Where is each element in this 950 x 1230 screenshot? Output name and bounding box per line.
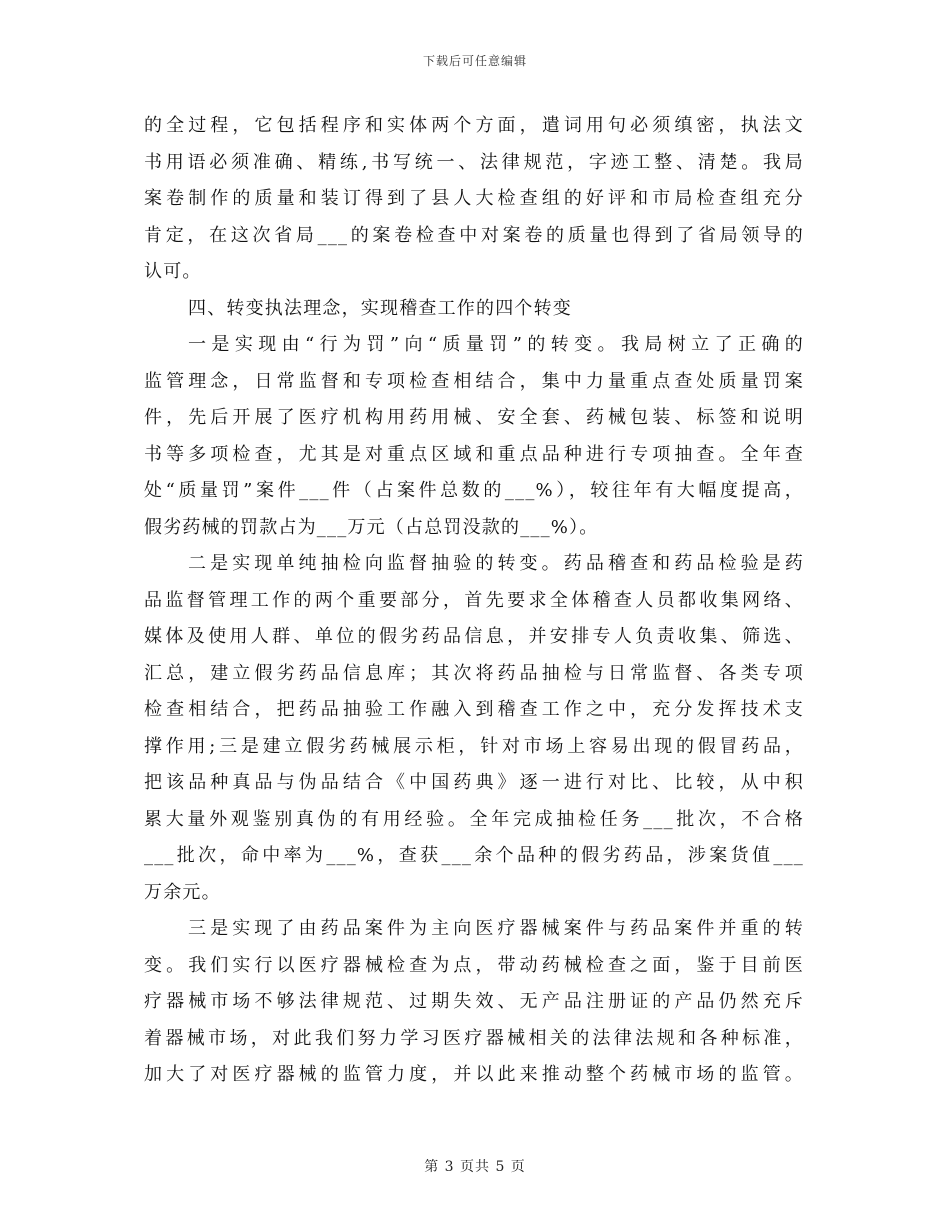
text-line: 假劣药械的罚款占为___万元（占总罚没款的___%）。 — [144, 516, 599, 538]
text-line: 书用语必须准确、精练,书写统一、法律规范，字迹工整、清楚。我局 — [144, 151, 804, 173]
text-line: 的全过程，它包括程序和实体两个方面，遣词用句必须缜密，执法文 — [144, 115, 804, 136]
text-line: 万余元。 — [144, 881, 221, 903]
text-line: 认可。 — [144, 261, 202, 282]
text-line: 书等多项检查，尤其是对重点区域和重点品种进行专项抽查。全年查 — [144, 443, 804, 465]
text-line: 一是实现由“行为罚”向“质量罚”的转变。我局树立了正确的 — [188, 334, 804, 355]
page-footer: 第 3 页共 5 页 — [424, 1159, 526, 1175]
text-line: 加大了对医疗器械的监管力度，并以此来推动整个药械市场的监管。 — [144, 1064, 804, 1085]
text-line: 变。我们实行以医疗器械检查为点，带动药械检查之面，鉴于目前医 — [144, 954, 804, 976]
text-line: 着器械市场，对此我们努力学习医疗器械相关的法律法规和各种标准， — [144, 1027, 804, 1049]
text-line: 检查相结合，把药品抽验工作融入到稽查工作之中，充分发挥技术支 — [144, 699, 804, 720]
text-line: 处“质量罚”案件___件（占案件总数的___%），较往年有大幅度提高， — [144, 480, 804, 501]
text-line: 四、转变执法理念，实现稽查工作的四个转变 — [188, 297, 572, 319]
text-line: 撑作用;三是建立假劣药械展示柜，针对市场上容易出现的假冒药品， — [144, 735, 804, 757]
text-line: 汇总，建立假劣药品信息库；其次将药品抽检与日常监督、各类专项 — [144, 662, 804, 684]
text-line: 媒体及使用人群、单位的假劣药品信息，并安排专人负责收集、筛选、 — [144, 626, 804, 647]
text-line: 肯定，在这次省局___的案卷检查中对案卷的质量也得到了省局领导的 — [144, 224, 804, 246]
text-line: 品监督管理工作的两个重要部分，首先要求全体稽查人员都收集网络、 — [144, 589, 804, 611]
text-line: 累大量外观鉴别真伪的有用经验。全年完成抽检任务___批次，不合格 — [144, 808, 804, 830]
text-line: 把该品种真品与伪品结合《中国药典》逐一进行对比、比较，从中积 — [144, 772, 804, 793]
text-line: 二是实现单纯抽检向监督抽验的转变。药品稽查和药品检验是药 — [188, 553, 804, 574]
body-text — [144, 108, 804, 1094]
text-line: 件，先后开展了医疗机构用药用械、安全套、药械包装、标签和说明 — [144, 407, 804, 428]
text-line: 疗器械市场不够法律规范、过期失效、无产品注册证的产品仍然充斥 — [144, 991, 804, 1012]
text-line: 监管理念，日常监督和专项检查相结合，集中力量重点查处质量罚案 — [144, 370, 804, 392]
text-line: 案卷制作的质量和装订得到了县人大检查组的好评和市局检查组充分 — [144, 188, 804, 209]
text-line: 三是实现了由药品案件为主向医疗器械案件与药品案件并重的转 — [188, 918, 804, 939]
text-line: ___批次，命中率为___%，查获___余个品种的假劣药品，涉案货值___ — [144, 845, 804, 866]
page-header: 下载后可任意编辑 — [422, 54, 527, 68]
